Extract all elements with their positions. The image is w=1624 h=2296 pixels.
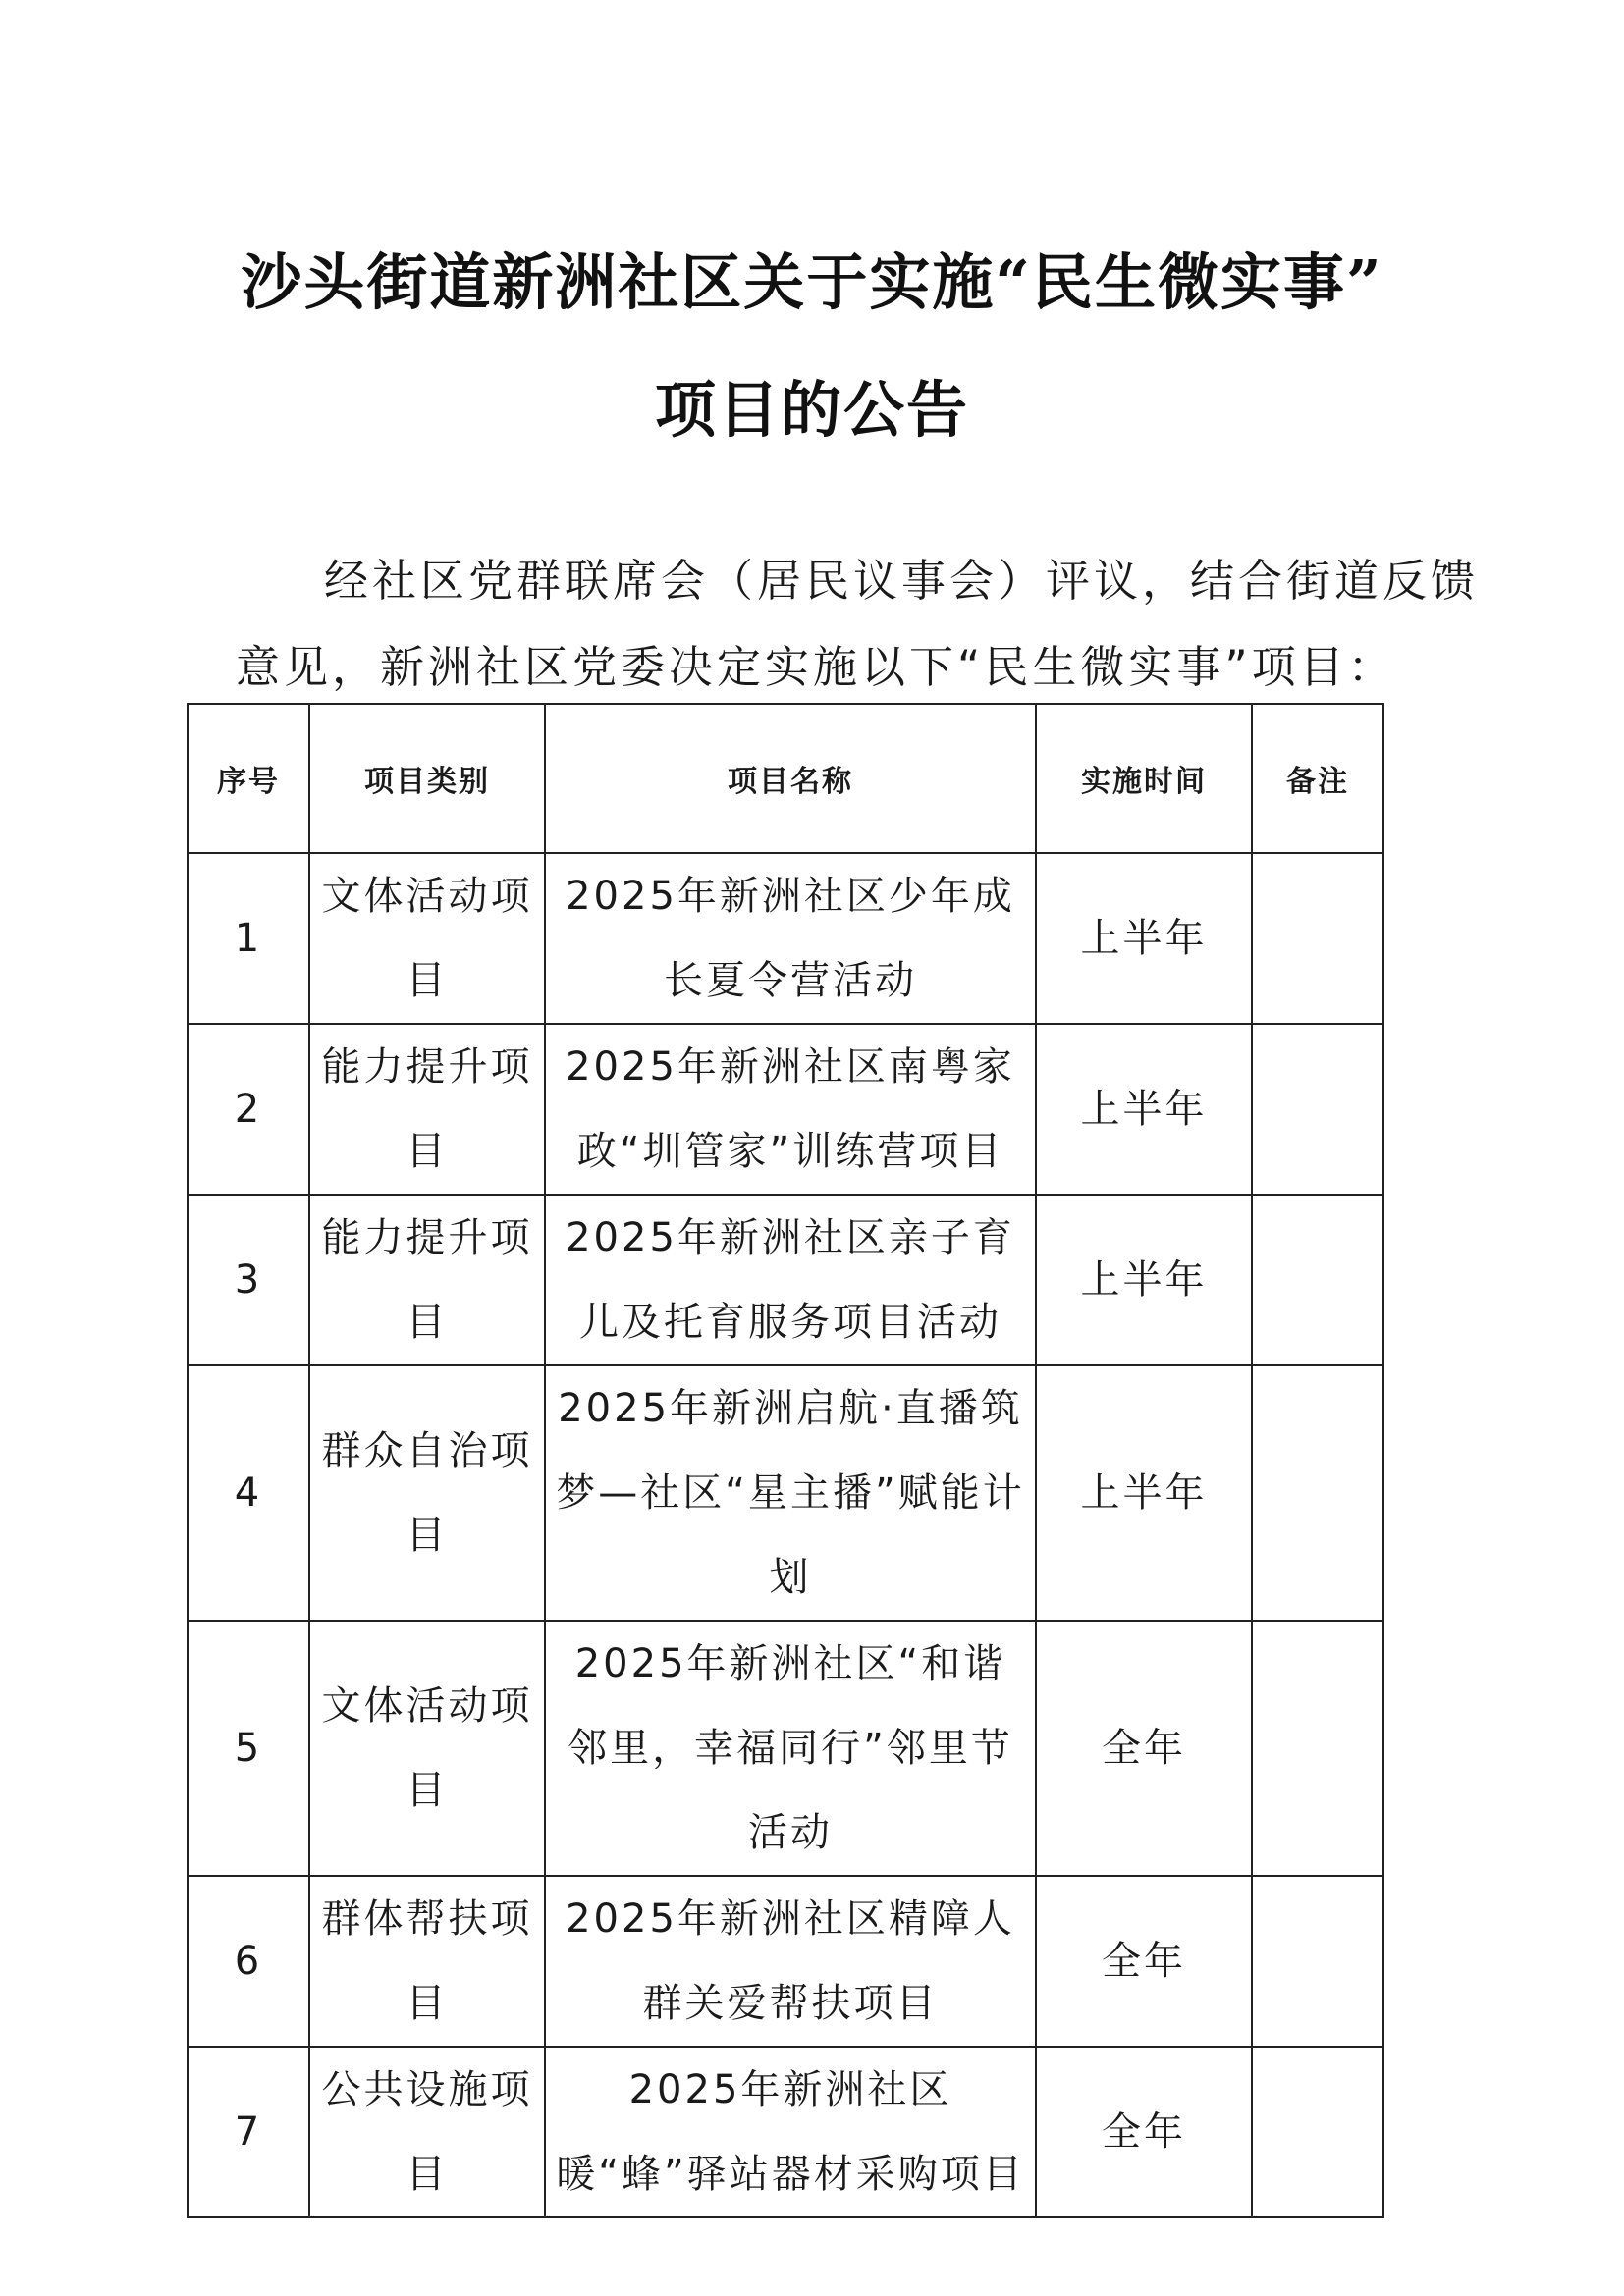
project-table: [187, 703, 1384, 2218]
cell-no: 6: [188, 1876, 309, 2047]
table-row: [188, 1195, 1383, 1365]
cell-category: 能力提升项目: [309, 1024, 545, 1195]
intro-line-1: 经社区党群联席会（居民议事会）评议，结合街道反馈: [324, 555, 1480, 607]
table-row: [188, 853, 1383, 1024]
header-note: 备注: [1252, 704, 1383, 853]
cell-time: 上半年: [1036, 853, 1252, 1024]
cell-name: 2025年新洲社区“和谐邻里，幸福同行”邻里节活动: [545, 1621, 1036, 1876]
cell-name: 2025年新洲社区暖“蜂”驿站器材采购项目: [545, 2047, 1036, 2217]
cell-name: 2025年新洲社区南粤家政“圳管家”训练营项目: [545, 1024, 1036, 1195]
cell-category: 公共设施项目: [309, 2047, 545, 2217]
cell-category: 文体活动项目: [309, 853, 545, 1024]
cell-no: 2: [188, 1024, 309, 1195]
cell-name: 2025年新洲社区亲子育儿及托育服务项目活动: [545, 1195, 1036, 1365]
cell-no: 3: [188, 1195, 309, 1365]
cell-time: 全年: [1036, 1876, 1252, 2047]
header-time: 实施时间: [1036, 704, 1252, 853]
cell-note: [1252, 853, 1383, 1024]
cell-no: 5: [188, 1621, 309, 1876]
cell-note: [1252, 1876, 1383, 2047]
cell-note: [1252, 1195, 1383, 1365]
cell-time: 上半年: [1036, 1024, 1252, 1195]
table-row: [188, 1876, 1383, 2047]
table-row: [188, 1024, 1383, 1195]
table-row: [188, 2047, 1383, 2217]
cell-no: 4: [188, 1365, 309, 1621]
cell-name: 2025年新洲启航·直播筑梦—社区“星主播”赋能计划: [545, 1365, 1036, 1621]
cell-time: 全年: [1036, 2047, 1252, 2217]
table-row: [188, 1365, 1383, 1621]
table-row: [188, 1621, 1383, 1876]
cell-note: [1252, 1024, 1383, 1195]
document-title-line-2: 项目的公告: [654, 374, 969, 446]
cell-name: 2025年新洲社区精障人群关爱帮扶项目: [545, 1876, 1036, 2047]
cell-note: [1252, 1621, 1383, 1876]
table-header-row: [188, 704, 1383, 853]
header-name: 项目名称: [545, 704, 1036, 853]
cell-name: 2025年新洲社区少年成长夏令营活动: [545, 853, 1036, 1024]
document-title-line-1: 沙头街道新洲社区关于实施“民生微实事”: [241, 246, 1383, 318]
cell-category: 群众自治项目: [309, 1365, 545, 1621]
header-no: 序号: [188, 704, 309, 853]
cell-category: 群体帮扶项目: [309, 1876, 545, 2047]
cell-category: 能力提升项目: [309, 1195, 545, 1365]
cell-no: 1: [188, 853, 309, 1024]
cell-note: [1252, 2047, 1383, 2217]
cell-no: 7: [188, 2047, 309, 2217]
cell-time: 全年: [1036, 1621, 1252, 1876]
cell-category: 文体活动项目: [309, 1621, 545, 1876]
cell-time: 上半年: [1036, 1195, 1252, 1365]
header-category: 项目类别: [309, 704, 545, 853]
intro-paragraph: [236, 538, 1480, 711]
intro-line-2: 意见，新洲社区党委决定实施以下“民生微实事”项目：: [236, 641, 1396, 693]
cell-time: 上半年: [1036, 1365, 1252, 1621]
cell-note: [1252, 1365, 1383, 1621]
